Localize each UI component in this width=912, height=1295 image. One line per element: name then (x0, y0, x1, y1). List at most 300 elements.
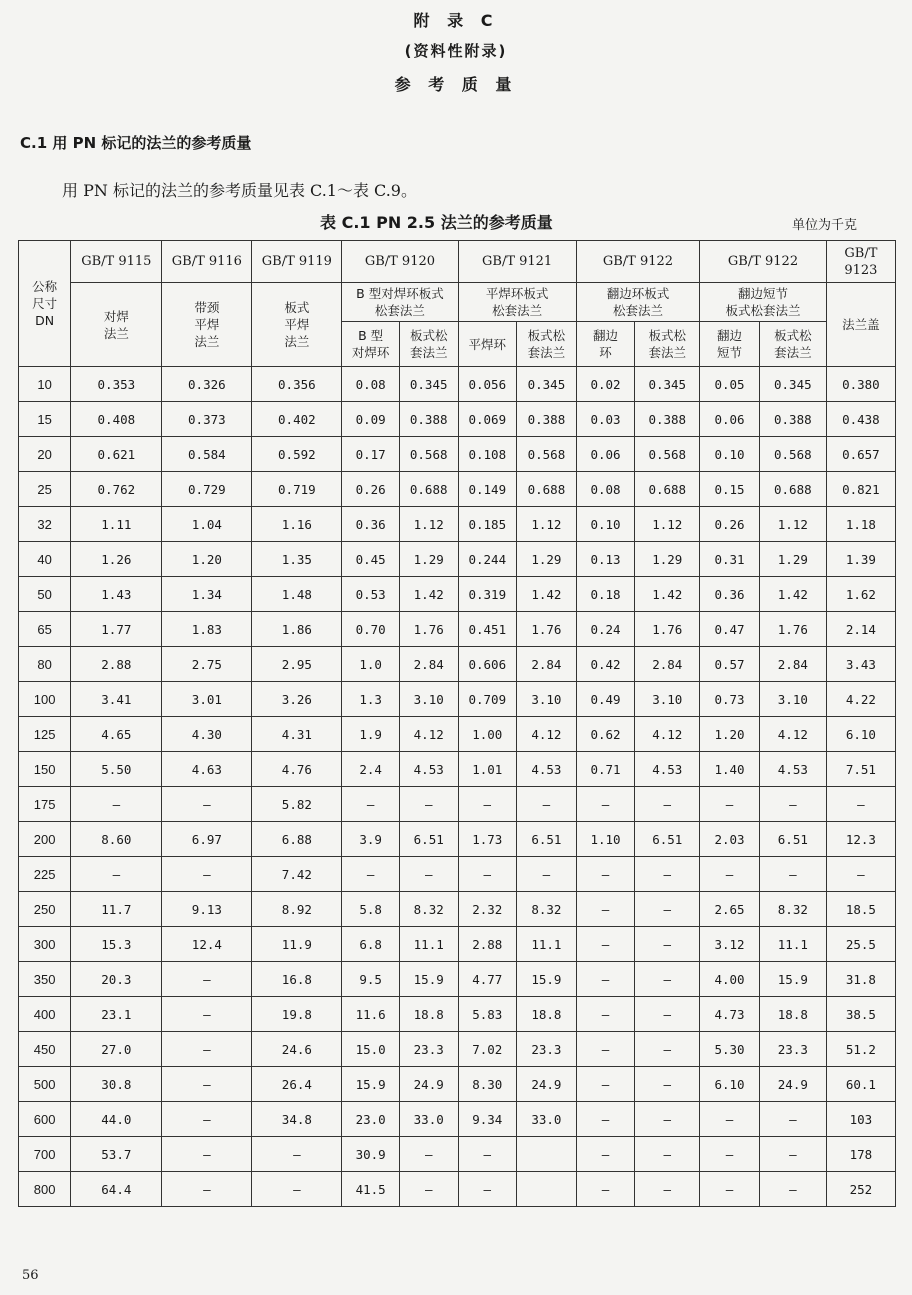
table-row (19, 997, 896, 1032)
mass-cell: 3.10 (517, 682, 577, 717)
mass-cell: 0.438 (826, 402, 895, 437)
mass-cell: 0.13 (576, 542, 635, 577)
mass-cell: 8.30 (458, 1067, 517, 1102)
mass-cell: — (700, 787, 760, 822)
mass-cell: 0.45 (342, 542, 400, 577)
mass-cell: 8.32 (517, 892, 577, 927)
mass-cell: — (635, 1067, 700, 1102)
mass-cell: — (458, 857, 517, 892)
mass-cell: 33.0 (517, 1102, 577, 1137)
dn-header: 公称 尺寸 DN (19, 241, 71, 367)
mass-cell: 60.1 (826, 1067, 895, 1102)
mass-cell: 34.8 (252, 1102, 342, 1137)
mass-cell: 0.26 (700, 507, 760, 542)
table-row (19, 1172, 896, 1207)
mass-cell: 1.12 (635, 507, 700, 542)
mass-cell: 1.62 (826, 577, 895, 612)
mass-cell: 8.60 (71, 822, 162, 857)
mass-cell: 15.9 (517, 962, 577, 997)
mass-cell: 23.1 (71, 997, 162, 1032)
mass-cell: 31.8 (826, 962, 895, 997)
type-header: 平焊环板式 松套法兰 (458, 283, 576, 322)
table-row (19, 542, 896, 577)
mass-cell: 1.00 (458, 717, 517, 752)
mass-cell: 44.0 (71, 1102, 162, 1137)
mass-cell: 11.7 (71, 892, 162, 927)
mass-cell: 4.53 (635, 752, 700, 787)
mass-cell: — (759, 857, 826, 892)
mass-cell: — (458, 787, 517, 822)
mass-cell: 1.76 (759, 612, 826, 647)
mass-cell: 16.8 (252, 962, 342, 997)
mass-cell: 25.5 (826, 927, 895, 962)
mass-cell: 38.5 (826, 997, 895, 1032)
table-row (19, 437, 896, 472)
dn-cell: 300 (19, 927, 71, 962)
table-row (19, 1137, 896, 1172)
mass-cell: 0.24 (576, 612, 635, 647)
mass-cell: 6.88 (252, 822, 342, 857)
mass-cell: — (342, 857, 400, 892)
mass-cell: — (399, 857, 458, 892)
dn-cell: 500 (19, 1067, 71, 1102)
mass-cell: 6.51 (399, 822, 458, 857)
mass-cell: 0.345 (635, 367, 700, 402)
mass-cell: 2.84 (635, 647, 700, 682)
mass-cell: 0.688 (635, 472, 700, 507)
mass-cell: — (635, 1137, 700, 1172)
mass-cell: 0.47 (700, 612, 760, 647)
table-row (19, 822, 896, 857)
mass-cell: 0.353 (71, 367, 162, 402)
table-row (19, 927, 896, 962)
mass-cell: — (162, 1172, 252, 1207)
mass-cell: — (576, 1102, 635, 1137)
mass-cell: — (162, 787, 252, 822)
mass-cell: 1.04 (162, 507, 252, 542)
mass-cell: 2.32 (458, 892, 517, 927)
mass-cell: 9.5 (342, 962, 400, 997)
mass-cell: — (576, 857, 635, 892)
dn-cell: 175 (19, 787, 71, 822)
mass-cell: 6.51 (517, 822, 577, 857)
dn-cell: 25 (19, 472, 71, 507)
mass-cell: 18.8 (759, 997, 826, 1032)
mass-cell: 0.73 (700, 682, 760, 717)
mass-cell: 4.00 (700, 962, 760, 997)
mass-cell: 0.17 (342, 437, 400, 472)
mass-cell: 1.12 (759, 507, 826, 542)
mass-cell: 0.31 (700, 542, 760, 577)
mass-cell: 4.65 (71, 717, 162, 752)
mass-cell: 0.244 (458, 542, 517, 577)
mass-cell: — (700, 1172, 760, 1207)
mass-cell: 1.42 (517, 577, 577, 612)
mass-cell: — (635, 1102, 700, 1137)
mass-cell: 30.8 (71, 1067, 162, 1102)
mass-cell: 1.01 (458, 752, 517, 787)
mass-cell: 0.57 (700, 647, 760, 682)
mass-cell: 0.688 (517, 472, 577, 507)
mass-cell: — (635, 962, 700, 997)
mass-cell: 0.356 (252, 367, 342, 402)
mass-cell: 5.30 (700, 1032, 760, 1067)
mass-cell: — (576, 1032, 635, 1067)
mass-cell: 0.402 (252, 402, 342, 437)
table-row (19, 682, 896, 717)
mass-cell: 9.34 (458, 1102, 517, 1137)
mass-cell: 53.7 (71, 1137, 162, 1172)
mass-cell: 24.9 (517, 1067, 577, 1102)
sub-header: 板式松 套法兰 (759, 322, 826, 367)
mass-cell: — (576, 962, 635, 997)
table-row (19, 787, 896, 822)
mass-cell: 4.22 (826, 682, 895, 717)
appendix-subtitle: (资料性附录) (404, 42, 508, 60)
type-header: B 型对焊环板式 松套法兰 (342, 283, 458, 322)
mass-cell: 0.388 (759, 402, 826, 437)
mass-cell: 6.51 (759, 822, 826, 857)
mass-cell: 1.0 (342, 647, 400, 682)
mass-cell: 4.31 (252, 717, 342, 752)
mass-cell: — (635, 857, 700, 892)
mass-cell: 33.0 (399, 1102, 458, 1137)
mass-cell: 15.9 (342, 1067, 400, 1102)
sub-header: 平焊环 (458, 322, 517, 367)
mass-cell: 1.86 (252, 612, 342, 647)
mass-cell: 1.34 (162, 577, 252, 612)
mass-cell: 23.3 (399, 1032, 458, 1067)
std-header: GB/T 9121 (458, 241, 576, 283)
type-header: 对焊 法兰 (71, 283, 162, 367)
mass-cell: 11.9 (252, 927, 342, 962)
mass-cell: 9.13 (162, 892, 252, 927)
mass-cell: 1.12 (517, 507, 577, 542)
mass-cell: 18.8 (399, 997, 458, 1032)
mass-cell: 11.1 (399, 927, 458, 962)
mass-cell: — (700, 1137, 760, 1172)
mass-cell: 18.5 (826, 892, 895, 927)
dn-cell: 250 (19, 892, 71, 927)
mass-cell: 4.12 (759, 717, 826, 752)
mass-cell: 24.6 (252, 1032, 342, 1067)
mass-cell: 0.568 (399, 437, 458, 472)
mass-cell: — (162, 1067, 252, 1102)
mass-cell: 3.41 (71, 682, 162, 717)
type-header: 翻边短节 板式松套法兰 (700, 283, 827, 322)
mass-cell: 7.02 (458, 1032, 517, 1067)
mass-cell: 0.26 (342, 472, 400, 507)
mass-cell: — (162, 997, 252, 1032)
mass-cell: 8.32 (399, 892, 458, 927)
std-header: GB/T 9119 (252, 241, 342, 283)
mass-cell: 2.88 (71, 647, 162, 682)
mass-cell: 0.149 (458, 472, 517, 507)
mass-cell: 11.1 (517, 927, 577, 962)
mass-cell: 0.729 (162, 472, 252, 507)
mass-cell: — (576, 892, 635, 927)
sub-header: B 型 对焊环 (342, 322, 400, 367)
mass-cell: 0.08 (342, 367, 400, 402)
mass-cell: 4.53 (517, 752, 577, 787)
mass-cell: 11.6 (342, 997, 400, 1032)
unit-note: 单位为千克 (792, 218, 858, 233)
mass-cell: 4.30 (162, 717, 252, 752)
mass-cell: 0.08 (576, 472, 635, 507)
mass-cell: 5.83 (458, 997, 517, 1032)
table-row (19, 612, 896, 647)
mass-cell: — (162, 1032, 252, 1067)
mass-cell: 20.3 (71, 962, 162, 997)
mass-cell: 1.73 (458, 822, 517, 857)
mass-cell: 3.26 (252, 682, 342, 717)
table-row (19, 717, 896, 752)
mass-cell: 30.9 (342, 1137, 400, 1172)
mass-cell: — (759, 787, 826, 822)
mass-cell: — (71, 857, 162, 892)
table-row (19, 892, 896, 927)
sub-header: 翻边 短节 (700, 322, 760, 367)
mass-cell: 6.97 (162, 822, 252, 857)
mass-cell: 27.0 (71, 1032, 162, 1067)
mass-cell: 4.77 (458, 962, 517, 997)
mass-cell: 0.688 (759, 472, 826, 507)
mass-cell: 1.77 (71, 612, 162, 647)
dn-cell: 65 (19, 612, 71, 647)
mass-cell: 15.9 (759, 962, 826, 997)
mass-cell: — (826, 787, 895, 822)
mass-cell: 23.3 (517, 1032, 577, 1067)
mass-cell: 8.92 (252, 892, 342, 927)
mass-cell: — (576, 1172, 635, 1207)
mass-cell: 5.8 (342, 892, 400, 927)
mass-cell: 4.76 (252, 752, 342, 787)
dn-cell: 150 (19, 752, 71, 787)
mass-cell: 2.75 (162, 647, 252, 682)
dn-cell: 80 (19, 647, 71, 682)
mass-cell: 6.51 (635, 822, 700, 857)
mass-cell: 1.26 (71, 542, 162, 577)
mass-cell: 0.388 (399, 402, 458, 437)
mass-cell: 1.3 (342, 682, 400, 717)
mass-cell (517, 1137, 577, 1172)
appendix-title: 附 录 C (413, 11, 499, 30)
table-row (19, 367, 896, 402)
mass-cell: — (700, 1102, 760, 1137)
mass-cell: 24.9 (399, 1067, 458, 1102)
mass-cell: 0.592 (252, 437, 342, 472)
mass-cell: 0.02 (576, 367, 635, 402)
mass-cell: — (635, 892, 700, 927)
mass-cell: 1.42 (635, 577, 700, 612)
mass-cell: 1.10 (576, 822, 635, 857)
mass-cell: 1.29 (517, 542, 577, 577)
section-heading: C.1 用 PN 标记的法兰的参考质量 (20, 134, 252, 152)
mass-cell: 3.12 (700, 927, 760, 962)
mass-cell: 0.388 (517, 402, 577, 437)
mass-cell: 0.10 (576, 507, 635, 542)
mass-cell: 7.51 (826, 752, 895, 787)
mass-cell: 19.8 (252, 997, 342, 1032)
mass-cell: 1.43 (71, 577, 162, 612)
flange-mass-table (18, 240, 896, 1207)
mass-cell: — (576, 997, 635, 1032)
mass-cell: 0.069 (458, 402, 517, 437)
mass-cell: 24.9 (759, 1067, 826, 1102)
table-body (19, 367, 896, 1207)
mass-cell: 0.15 (700, 472, 760, 507)
mass-cell: 12.3 (826, 822, 895, 857)
mass-cell: — (576, 1137, 635, 1172)
dn-cell: 700 (19, 1137, 71, 1172)
mass-cell: — (162, 962, 252, 997)
mass-cell: 1.35 (252, 542, 342, 577)
mass-cell: 0.03 (576, 402, 635, 437)
mass-cell: 3.43 (826, 647, 895, 682)
std-header: GB/T 9120 (342, 241, 458, 283)
mass-cell: 18.8 (517, 997, 577, 1032)
std-header: GB/T 9122 (700, 241, 827, 283)
mass-cell: 5.50 (71, 752, 162, 787)
mass-cell: 3.01 (162, 682, 252, 717)
dn-cell: 450 (19, 1032, 71, 1067)
mass-cell: 15.9 (399, 962, 458, 997)
mass-cell: 4.53 (759, 752, 826, 787)
mass-cell: — (162, 1102, 252, 1137)
mass-cell: 0.185 (458, 507, 517, 542)
mass-cell: — (635, 1172, 700, 1207)
mass-cell: 2.84 (399, 647, 458, 682)
mass-cell: 15.0 (342, 1032, 400, 1067)
mass-cell: 0.584 (162, 437, 252, 472)
mass-cell: 12.4 (162, 927, 252, 962)
page-number: 56 (22, 1268, 39, 1283)
mass-cell: 0.06 (576, 437, 635, 472)
mass-cell: 1.76 (635, 612, 700, 647)
std-header: GB/T 9116 (162, 241, 252, 283)
mass-cell: 0.345 (399, 367, 458, 402)
dn-cell: 125 (19, 717, 71, 752)
mass-cell: — (576, 787, 635, 822)
type-header: 板式 平焊 法兰 (252, 283, 342, 367)
dn-cell: 40 (19, 542, 71, 577)
mass-cell: 1.39 (826, 542, 895, 577)
mass-cell: 15.3 (71, 927, 162, 962)
dn-cell: 15 (19, 402, 71, 437)
mass-cell: 1.16 (252, 507, 342, 542)
mass-cell: 0.42 (576, 647, 635, 682)
std-header: GB/T 9123 (826, 241, 895, 283)
table-row (19, 577, 896, 612)
table-row (19, 857, 896, 892)
mass-cell: 6.10 (700, 1067, 760, 1102)
mass-cell: 1.29 (399, 542, 458, 577)
mass-cell: — (635, 997, 700, 1032)
mass-cell: 0.657 (826, 437, 895, 472)
mass-cell: — (252, 1137, 342, 1172)
appendix-heading: 参 考 质 量 (394, 75, 518, 94)
mass-cell: 0.62 (576, 717, 635, 752)
mass-cell: — (458, 1172, 517, 1207)
dn-cell: 225 (19, 857, 71, 892)
mass-cell: — (576, 1067, 635, 1102)
type-header: 带颈 平焊 法兰 (162, 283, 252, 367)
table-row (19, 752, 896, 787)
mass-cell: 0.36 (342, 507, 400, 542)
mass-cell: 2.65 (700, 892, 760, 927)
mass-cell (517, 1172, 577, 1207)
mass-cell: — (635, 927, 700, 962)
mass-cell: 4.12 (517, 717, 577, 752)
mass-cell: 51.2 (826, 1032, 895, 1067)
mass-cell: — (759, 1102, 826, 1137)
dn-cell: 20 (19, 437, 71, 472)
mass-cell: 252 (826, 1172, 895, 1207)
mass-cell: 2.84 (517, 647, 577, 682)
mass-cell: 0.719 (252, 472, 342, 507)
sub-header: 翻边 环 (576, 322, 635, 367)
mass-cell: 26.4 (252, 1067, 342, 1102)
mass-cell: 1.18 (826, 507, 895, 542)
intro-paragraph: 用 PN 标记的法兰的参考质量见表 C.1～表 C.9。 (62, 181, 417, 200)
mass-cell: 0.326 (162, 367, 252, 402)
mass-cell: 0.36 (700, 577, 760, 612)
mass-cell: 0.568 (517, 437, 577, 472)
table-caption: 表 C.1 PN 2.5 法兰的参考质量 (320, 213, 553, 232)
mass-cell: 0.53 (342, 577, 400, 612)
mass-cell: 0.709 (458, 682, 517, 717)
mass-cell: 1.11 (71, 507, 162, 542)
mass-cell: — (71, 787, 162, 822)
table-row (19, 472, 896, 507)
mass-cell: 0.09 (342, 402, 400, 437)
table-row (19, 647, 896, 682)
mass-cell: 2.14 (826, 612, 895, 647)
mass-cell: 1.29 (635, 542, 700, 577)
mass-cell: 1.42 (399, 577, 458, 612)
mass-cell: 2.4 (342, 752, 400, 787)
mass-cell: 0.18 (576, 577, 635, 612)
mass-cell: 178 (826, 1137, 895, 1172)
mass-cell: 41.5 (342, 1172, 400, 1207)
dn-cell: 350 (19, 962, 71, 997)
mass-cell: — (700, 857, 760, 892)
mass-cell: 4.12 (399, 717, 458, 752)
mass-cell: — (826, 857, 895, 892)
mass-cell: 6.10 (826, 717, 895, 752)
mass-cell: 0.345 (517, 367, 577, 402)
table-row (19, 507, 896, 542)
mass-cell: 0.345 (759, 367, 826, 402)
mass-cell: 4.12 (635, 717, 700, 752)
mass-cell: 103 (826, 1102, 895, 1137)
mass-cell: 0.056 (458, 367, 517, 402)
dn-cell: 800 (19, 1172, 71, 1207)
dn-cell: 200 (19, 822, 71, 857)
mass-cell: 0.10 (700, 437, 760, 472)
mass-cell: 0.568 (635, 437, 700, 472)
mass-cell: 6.8 (342, 927, 400, 962)
mass-cell: 2.03 (700, 822, 760, 857)
mass-cell: 2.84 (759, 647, 826, 682)
type-header: 翻边环板式 松套法兰 (576, 283, 699, 322)
mass-cell: — (399, 1172, 458, 1207)
mass-cell: 1.76 (517, 612, 577, 647)
table-row (19, 1067, 896, 1102)
mass-cell: — (635, 1032, 700, 1067)
mass-cell: 2.95 (252, 647, 342, 682)
mass-cell: 0.568 (759, 437, 826, 472)
